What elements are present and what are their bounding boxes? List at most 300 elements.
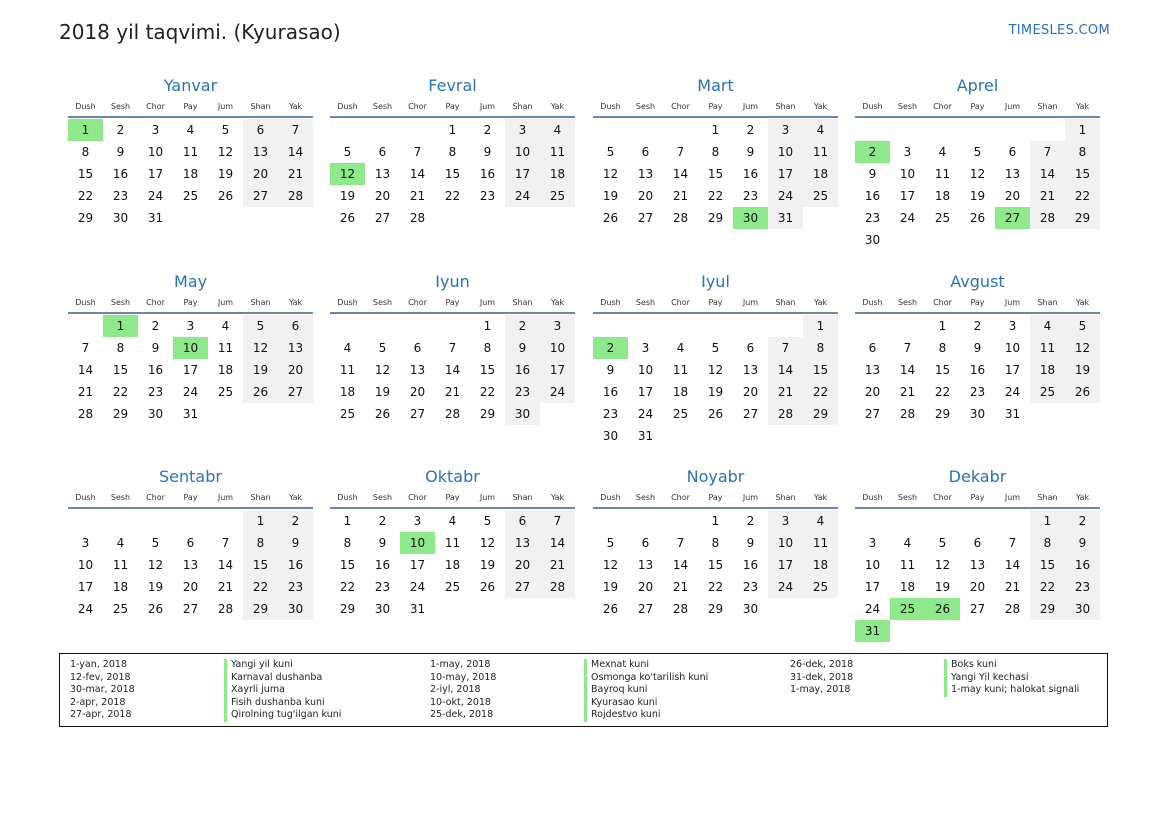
day-cell: 4 [903, 536, 912, 550]
weekday-label: Sesh [897, 493, 918, 502]
holiday-day-cell: 26 [925, 598, 960, 620]
day-cell: 30 [864, 233, 881, 247]
weekday-label: Sesh [110, 493, 131, 502]
legend-item [430, 697, 708, 710]
weekday-label: Pay [183, 493, 198, 502]
day-cell: 22 [707, 189, 724, 203]
day-cell: 9 [505, 337, 540, 359]
day-cell: 10 [864, 558, 881, 572]
empty-cell [698, 425, 733, 447]
day-cell: 23 [1065, 576, 1100, 598]
day-cell: 17 [147, 167, 164, 181]
day-cell: 18 [1030, 359, 1065, 381]
holiday-day-cell: 10 [173, 337, 208, 359]
legend-date: 27-apr, 2018 [70, 709, 132, 721]
day-cell: 20 [1004, 189, 1021, 203]
day-cell: 7 [540, 510, 575, 532]
day-cell: 28 [278, 185, 313, 207]
weekday-header [855, 294, 1100, 314]
month-yanvar [68, 74, 313, 229]
empty-cell [593, 315, 628, 337]
empty-cell [1030, 229, 1065, 251]
month-oktabr [330, 465, 575, 620]
day-cell: 24 [768, 185, 803, 207]
empty-cell [925, 229, 960, 251]
day-cell: 6 [186, 536, 195, 550]
empty-cell [890, 229, 925, 251]
day-cell: 27 [864, 407, 881, 421]
day-cell: 11 [182, 145, 199, 159]
day-cell: 22 [77, 189, 94, 203]
empty-cell [803, 207, 838, 229]
day-cell: 31 [182, 407, 199, 421]
day-cell: 19 [969, 189, 986, 203]
day-cell: 24 [77, 602, 94, 616]
day-cell: 1 [448, 123, 457, 137]
month-noyabr [593, 465, 838, 620]
legend-item [70, 709, 341, 722]
legend-column [70, 659, 341, 722]
day-cell: 8 [343, 536, 352, 550]
empty-cell [208, 510, 243, 532]
day-cell: 11 [112, 558, 129, 572]
day-cell: 23 [479, 189, 496, 203]
empty-cell [208, 207, 243, 229]
day-cell: 8 [711, 536, 720, 550]
weekday-label: Chor [671, 298, 690, 307]
empty-cell [208, 403, 243, 425]
day-cell: 6 [505, 510, 540, 532]
day-cell: 13 [969, 558, 986, 572]
weekday-label: Jum [479, 493, 496, 502]
day-cell: 7 [768, 337, 803, 359]
weekday-label: Dush [75, 102, 96, 111]
day-cell: 26 [147, 602, 164, 616]
weekday-label: Chor [146, 102, 165, 111]
day-cell: 22 [339, 580, 356, 594]
day-cell: 21 [899, 385, 916, 399]
day-cell: 27 [278, 381, 313, 403]
day-cell: 4 [448, 514, 457, 528]
day-cell: 17 [540, 359, 575, 381]
legend-item [790, 672, 1079, 685]
weekday-label: Dush [600, 493, 621, 502]
weekday-label: Shan [512, 102, 533, 111]
day-cell: 23 [278, 576, 313, 598]
empty-cell [628, 510, 663, 532]
weekday-label: Yak [813, 493, 828, 502]
empty-cell [1065, 403, 1100, 425]
empty-cell [663, 119, 698, 141]
weekday-header [330, 98, 575, 118]
legend-item [790, 659, 1079, 672]
legend-column [790, 659, 1079, 697]
empty-cell [1030, 119, 1065, 141]
empty-cell [855, 510, 890, 532]
weekday-header [68, 98, 313, 118]
day-cell: 5 [243, 315, 278, 337]
day-cell: 2 [1065, 510, 1100, 532]
day-cell: 26 [217, 189, 234, 203]
weekday-label: Shan [775, 102, 796, 111]
day-cell: 9 [746, 145, 755, 159]
day-cell: 23 [602, 407, 619, 421]
day-cell: 28 [768, 403, 803, 425]
day-cell: 7 [81, 341, 90, 355]
legend-holiday-name: Qirolning tug'ilgan kuni [224, 709, 341, 722]
day-cell: 11 [339, 363, 356, 377]
weekday-label: Shan [775, 298, 796, 307]
day-cell: 22 [112, 385, 129, 399]
day-cell: 13 [864, 363, 881, 377]
weekday-label: Chor [408, 493, 427, 502]
day-cell: 22 [803, 381, 838, 403]
day-cell: 28 [77, 407, 94, 421]
day-cell: 8 [81, 145, 90, 159]
day-cell: 23 [147, 385, 164, 399]
day-cell: 22 [934, 385, 951, 399]
empty-cell [593, 119, 628, 141]
day-cell: 27 [969, 602, 986, 616]
day-cell: 15 [934, 363, 951, 377]
month-name: Dekabr [948, 467, 1007, 486]
day-cell: 25 [803, 576, 838, 598]
day-cell: 3 [413, 514, 422, 528]
month-name: Noyabr [686, 467, 745, 486]
empty-cell [995, 510, 1030, 532]
day-cell: 17 [768, 163, 803, 185]
day-cell: 31 [768, 207, 803, 229]
legend-item [430, 659, 708, 672]
day-cell: 8 [1065, 141, 1100, 163]
empty-cell [733, 315, 768, 337]
day-cell: 4 [676, 341, 685, 355]
legend-date: 26-dek, 2018 [790, 659, 854, 670]
day-cell: 12 [217, 145, 234, 159]
weekday-label: Chor [933, 298, 952, 307]
empty-cell [540, 403, 575, 425]
day-cell: 3 [505, 119, 540, 141]
legend-holiday-name: 1-may kuni; halokat signali [944, 684, 1079, 697]
empty-cell [505, 598, 540, 620]
legend-holiday-name: Xayrli juma [224, 684, 285, 697]
month-name: Oktabr [425, 467, 480, 486]
weekday-label: Sesh [635, 493, 656, 502]
weekday-label: Yak [288, 102, 303, 111]
day-cell: 17 [409, 558, 426, 572]
day-cell: 18 [672, 385, 689, 399]
day-cell: 29 [1065, 207, 1100, 229]
day-grid [330, 314, 575, 425]
day-cell: 1 [803, 315, 838, 337]
day-cell: 1 [1065, 119, 1100, 141]
day-cell: 19 [339, 189, 356, 203]
day-cell: 13 [182, 558, 199, 572]
weekday-label: Sesh [372, 102, 393, 111]
empty-cell [278, 403, 313, 425]
weekday-label: Shan [512, 493, 533, 502]
day-cell: 16 [112, 167, 129, 181]
day-cell: 2 [378, 514, 387, 528]
legend-holiday-name: Boks kuni [944, 659, 997, 672]
month-avgust [855, 270, 1100, 425]
day-cell: 4 [938, 145, 947, 159]
legend-date: 1-yan, 2018 [70, 659, 127, 670]
weekday-header [855, 98, 1100, 118]
empty-cell [733, 425, 768, 447]
day-cell: 2 [483, 123, 492, 137]
day-cell: 26 [243, 381, 278, 403]
empty-cell [540, 207, 575, 229]
empty-cell [68, 510, 103, 532]
day-cell: 24 [637, 407, 654, 421]
day-cell: 24 [899, 211, 916, 225]
day-cell: 14 [899, 363, 916, 377]
legend-date: 1-may, 2018 [790, 684, 851, 696]
day-cell: 20 [182, 580, 199, 594]
month-name: Iyul [701, 272, 730, 291]
day-cell: 16 [969, 363, 986, 377]
day-cell: 27 [505, 576, 540, 598]
weekday-label: Shan [250, 102, 271, 111]
day-cell: 15 [707, 167, 724, 181]
day-cell: 7 [221, 536, 230, 550]
day-cell: 24 [1004, 385, 1021, 399]
empty-cell [803, 598, 838, 620]
day-cell: 5 [221, 123, 230, 137]
day-cell: 2 [746, 514, 755, 528]
day-cell: 23 [969, 385, 986, 399]
empty-cell [470, 207, 505, 229]
day-grid [593, 314, 838, 447]
month-iyun [330, 270, 575, 425]
brand-link[interactable]: TIMESLES.COM [1008, 23, 1110, 38]
empty-cell [628, 315, 663, 337]
day-cell: 11 [803, 141, 838, 163]
legend-holiday-name: Fisih dushanba kuni [224, 697, 325, 710]
day-cell: 24 [147, 189, 164, 203]
day-cell: 26 [602, 602, 619, 616]
day-cell: 5 [1065, 315, 1100, 337]
weekday-label: Yak [1075, 493, 1090, 502]
empty-cell [330, 119, 365, 141]
weekday-label: Yak [550, 493, 565, 502]
day-cell: 4 [803, 510, 838, 532]
day-cell: 14 [672, 167, 689, 181]
day-cell: 19 [707, 385, 724, 399]
weekday-label: Dush [862, 493, 883, 502]
legend-holiday-name: Rojdestvo kuni [584, 709, 661, 722]
day-cell: 18 [803, 163, 838, 185]
legend-date: 1-may, 2018 [430, 659, 491, 670]
day-cell: 17 [864, 580, 881, 594]
day-cell: 5 [938, 536, 947, 550]
day-cell: 14 [672, 558, 689, 572]
day-cell: 14 [217, 558, 234, 572]
weekday-label: Yak [1075, 298, 1090, 307]
weekday-label: Yak [288, 298, 303, 307]
empty-cell [768, 425, 803, 447]
weekday-header [68, 294, 313, 314]
day-cell: 4 [540, 119, 575, 141]
empty-cell [400, 315, 435, 337]
month-fevral [330, 74, 575, 229]
empty-cell [365, 119, 400, 141]
day-cell: 24 [409, 580, 426, 594]
month-name: Fevral [428, 76, 477, 95]
day-cell: 17 [768, 554, 803, 576]
day-cell: 21 [768, 381, 803, 403]
day-cell: 3 [868, 536, 877, 550]
day-cell: 3 [641, 341, 650, 355]
holiday-day-cell: 2 [593, 337, 628, 359]
day-grid [593, 509, 838, 620]
weekday-label: Sesh [110, 102, 131, 111]
weekday-label: Pay [708, 493, 723, 502]
day-cell: 29 [112, 407, 129, 421]
day-cell: 10 [1004, 341, 1021, 355]
day-cell: 15 [1030, 554, 1065, 576]
day-cell: 18 [217, 363, 234, 377]
day-cell: 29 [339, 602, 356, 616]
day-cell: 9 [116, 145, 125, 159]
day-cell: 11 [803, 532, 838, 554]
day-cell: 24 [505, 185, 540, 207]
day-cell: 15 [1065, 163, 1100, 185]
day-cell: 19 [602, 189, 619, 203]
day-cell: 2 [746, 123, 755, 137]
empty-cell [960, 119, 995, 141]
day-cell: 25 [182, 189, 199, 203]
month-sentabr [68, 465, 313, 620]
day-cell: 7 [448, 341, 457, 355]
empty-cell [278, 207, 313, 229]
day-cell: 16 [505, 359, 540, 381]
day-cell: 8 [938, 341, 947, 355]
day-grid [593, 118, 838, 229]
empty-cell [435, 315, 470, 337]
day-cell: 1 [483, 319, 492, 333]
legend-date: 12-fev, 2018 [70, 671, 131, 683]
day-cell: 15 [243, 554, 278, 576]
empty-cell [435, 598, 470, 620]
day-cell: 6 [641, 536, 650, 550]
day-cell: 4 [186, 123, 195, 137]
day-cell: 21 [77, 385, 94, 399]
empty-cell [960, 229, 995, 251]
day-cell: 23 [742, 189, 759, 203]
month-name: Sentabr [159, 467, 222, 486]
weekday-label: Pay [183, 102, 198, 111]
weekday-label: Shan [775, 493, 796, 502]
weekday-label: Jum [217, 298, 234, 307]
day-cell: 29 [707, 602, 724, 616]
day-grid [330, 509, 575, 620]
weekday-header [68, 489, 313, 509]
day-cell: 17 [637, 385, 654, 399]
weekday-label: Jum [479, 298, 496, 307]
day-cell: 14 [1004, 558, 1021, 572]
month-name: Avgust [950, 272, 1005, 291]
weekday-label: Dush [600, 298, 621, 307]
day-cell: 29 [1030, 598, 1065, 620]
day-cell: 10 [637, 363, 654, 377]
empty-cell [400, 119, 435, 141]
day-cell: 20 [505, 554, 540, 576]
day-cell: 1 [343, 514, 352, 528]
day-cell: 21 [672, 580, 689, 594]
weekday-label: Chor [408, 298, 427, 307]
empty-cell [1065, 229, 1100, 251]
day-cell: 19 [147, 580, 164, 594]
day-cell: 30 [374, 602, 391, 616]
legend-item [70, 697, 341, 710]
day-cell: 17 [77, 580, 94, 594]
day-cell: 20 [969, 580, 986, 594]
day-cell: 3 [1008, 319, 1017, 333]
empty-cell [995, 119, 1030, 141]
day-cell: 19 [243, 359, 278, 381]
day-cell: 10 [899, 167, 916, 181]
day-cell: 30 [112, 211, 129, 225]
day-cell: 24 [864, 602, 881, 616]
day-cell: 19 [374, 385, 391, 399]
day-cell: 12 [479, 536, 496, 550]
day-grid [855, 509, 1100, 642]
legend-holiday-name: Kyurasao kuni [584, 697, 657, 710]
holiday-day-cell: 25 [890, 598, 925, 620]
day-cell: 3 [540, 315, 575, 337]
day-cell: 23 [742, 580, 759, 594]
weekday-label: Sesh [635, 298, 656, 307]
day-cell: 17 [1004, 363, 1021, 377]
weekday-label: Sesh [110, 298, 131, 307]
day-cell: 16 [374, 558, 391, 572]
holiday-day-cell: 10 [400, 532, 435, 554]
day-cell: 15 [444, 167, 461, 181]
empty-cell [925, 510, 960, 532]
day-cell: 25 [672, 407, 689, 421]
day-cell: 9 [378, 536, 387, 550]
day-cell: 6 [973, 536, 982, 550]
day-cell: 28 [444, 407, 461, 421]
day-grid [68, 314, 313, 425]
day-cell: 3 [768, 510, 803, 532]
empty-cell [960, 510, 995, 532]
day-cell: 26 [602, 211, 619, 225]
day-cell: 4 [803, 119, 838, 141]
day-cell: 10 [768, 532, 803, 554]
day-cell: 17 [899, 189, 916, 203]
day-cell: 6 [378, 145, 387, 159]
day-cell: 5 [606, 536, 615, 550]
day-cell: 6 [746, 341, 755, 355]
day-cell: 27 [742, 407, 759, 421]
day-cell: 5 [973, 145, 982, 159]
day-cell: 22 [444, 189, 461, 203]
day-cell: 14 [77, 363, 94, 377]
day-cell: 1 [1030, 510, 1065, 532]
weekday-label: Pay [708, 298, 723, 307]
day-cell: 5 [483, 514, 492, 528]
day-cell: 30 [602, 429, 619, 443]
weekday-header [593, 489, 838, 509]
day-cell: 26 [339, 211, 356, 225]
day-cell: 20 [409, 385, 426, 399]
day-cell: 17 [505, 163, 540, 185]
holiday-day-cell: 30 [733, 207, 768, 229]
empty-cell [803, 425, 838, 447]
